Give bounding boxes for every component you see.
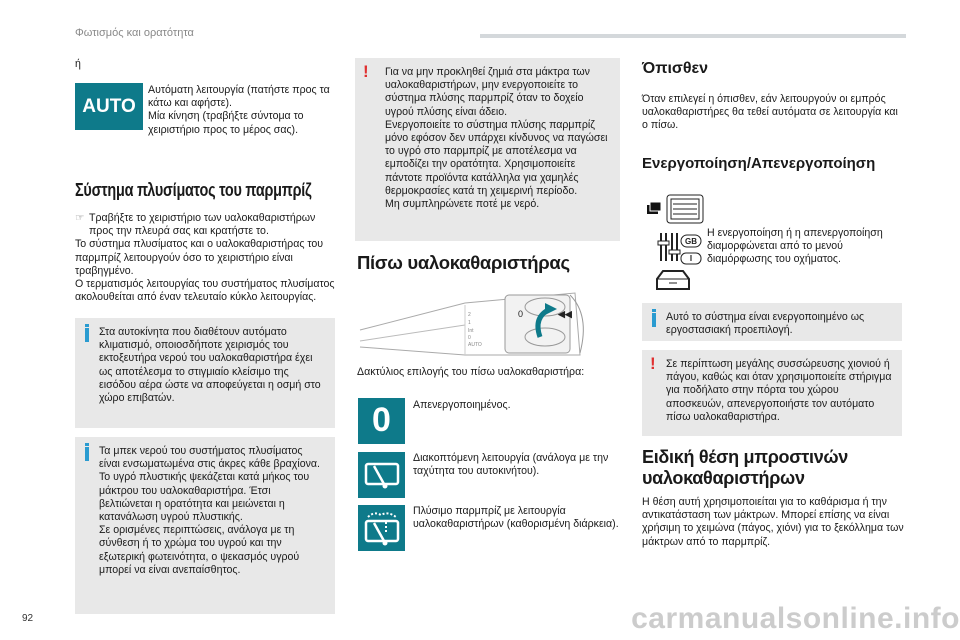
stalk-label: AUTO xyxy=(468,342,482,348)
warning-text: Σε περίπτωση μεγάλης συσσώρευσης χιονιού ή πάγου, καθώς και όταν χρησιμοποιείτε στήριγμα για ποδήλατο στην πόρτα του χώρου αποσκευών, απενεργοποιήστε τον αυτόματο πίσω υαλοκαθαριστήρα. xyxy=(666,358,892,423)
rear-wiper-title: Πίσω υαλοκαθαριστήρας xyxy=(357,252,570,273)
warning-text: Ενεργοποιείτε το σύστημα πλύσης παρμπρίζ μόνο εφόσον δεν υπάρχει κίνδυνος να παγώσει το υγρό στο παρμπρίζ με αποτέλεσμα να εμποδίζει την ορατότητα. Χρησιμοποιείτε πάντοτε προϊόντα κατάλληλα για χαμηλές θερμοκρασίες κατά τη χειμερινή περίοδο. xyxy=(385,118,608,197)
washer-bullet: Τραβήξτε το χειριστήριο των υαλοκαθαριστήρων προς την πλευρά σας και κρατήστε το. xyxy=(89,212,316,238)
warning-icon: ! xyxy=(363,62,369,81)
section-header: Φωτισμός και ορατότητα xyxy=(75,27,194,39)
i-badge: I xyxy=(689,254,693,263)
auto-text: Μία κίνηση (τραβήξτε σύντομα το χειριστήριο προς το μέρος σας). xyxy=(148,110,304,136)
info-text: Τα μπεκ νερού του συστήματος πλυσίματος είναι ενσωματωμένα στις άκρες κάθε βραχίονα. xyxy=(99,445,320,471)
gb-badge: GB xyxy=(685,237,697,246)
wiper-stalk-illustration xyxy=(355,285,620,360)
auto-description xyxy=(148,84,338,137)
auto-text: Αυτόματη λειτουργία (πατήστε προς τα κάτω και αφήστε). xyxy=(148,84,330,110)
washer-body xyxy=(75,212,340,304)
stalk-label: 0 xyxy=(468,335,471,341)
warning-text: Για να μην προκληθεί ζημιά στα μάκτρα των υαλοκαθαριστήρων, μην ενεργοποιείτε το σύστημα πλύσης παρμπρίζ όταν το δοχείο υγρού πλύσης είναι άδειο. xyxy=(385,66,590,118)
auto-icon: AUTO xyxy=(75,83,143,130)
toggle-title: Ενεργοποίηση/Απενεργοποίηση xyxy=(642,155,876,172)
header-bar xyxy=(480,34,906,38)
info-icon xyxy=(85,328,89,342)
info-text: Στα αυτοκίνητα που διαθέτουν αυτόματο κλιματισμό, οποιοσδήποτε χειρισμός του εκτοξευτήρα νερού του υαλοκαθαριστήρα έχει ως αποτέλεσμα το στιγμιαίο κλείσιμο της εισόδου αέρα ώστε να αποφεύγεται η οσμή στο χώρο επιβατών. xyxy=(99,326,321,405)
watermark: carmanualsonline.info xyxy=(631,602,960,635)
config-menu-icons xyxy=(645,193,707,293)
wash-wipe-icon xyxy=(358,505,405,551)
info-text: Αυτό το σύστημα είναι ενεργοποιημένο ως εργοστασιακή προεπιλογή. xyxy=(666,311,865,337)
warning-box xyxy=(642,350,902,436)
info-box xyxy=(642,303,902,341)
stalk-label: 1 xyxy=(468,320,471,326)
stalk-label: 0 xyxy=(518,309,524,319)
hand-pointer-icon: ☞ xyxy=(75,212,85,224)
off-mode-icon: 0 xyxy=(358,398,405,444)
toggle-text: Η ενεργοποίηση ή η απενεργοποίηση διαμορφώνεται από το μενού διαμόρφωσης του οχήματος. xyxy=(707,227,883,266)
special-position-text: Η θέση αυτή χρησιμοποιείται για το καθάρισμα ή την αντικατάσταση των μάκτρων. Μπορεί επίσης να είναι χρήσιμη το χειμώνα (πάγος, χιόνι) για το ξεκόλλημα των μάκτρων από το παρμπρίζ. xyxy=(642,496,904,548)
mode-text: Πλύσιμο παρμπρίζ με λειτουργία υαλοκαθαριστήρων (καθορισμένη διάρκεια). xyxy=(413,505,619,531)
reverse-text: Όταν επιλεγεί η όπισθεν, εάν λειτουργούν οι εμπρός υαλοκαθαριστήρες θα τεθεί αυτόματα σε λειτουργία και ο πίσω. xyxy=(642,93,898,132)
mode-text: Διακοπτόμενη λειτουργία (ανάλογα με την ταχύτητα του αυτοκινήτου). xyxy=(413,452,609,478)
reverse-title: Όπισθεν xyxy=(642,60,708,77)
washer-text: Το σύστημα πλυσίματος και ο υαλοκαθαριστήρας του παρμπρίζ λειτουργούν όσο το χειριστήριο είναι τραβηγμένο. xyxy=(75,238,324,277)
info-text: Το υγρό πλυστικής ψεκάζεται κατά μήκος του μάκτρου του υαλοκαθαριστήρα. Έτσι βελτιώνεται η ορατότητα και μειώνεται η κατανάλωση υγρού πλυστικής. xyxy=(99,471,310,524)
ring-caption: Δακτύλιος επιλογής του πίσω υαλοκαθαριστήρα: xyxy=(357,366,585,378)
stalk-label: 2 xyxy=(468,312,471,318)
stalk-label: Int xyxy=(468,328,474,334)
info-text: Σε ορισμένες περιπτώσεις, ανάλογα με τη σύνθεση ή το χρώμα του υγρού και την εξωτερική φωτεινότητα, ο ψεκασμός υγρού μπορεί να είναι ανεπαίσθητος. xyxy=(99,524,300,576)
info-icon xyxy=(85,447,89,461)
info-box xyxy=(75,318,335,428)
washer-title: Σύστημα πλυσίματος του παρμπρίζ xyxy=(75,179,312,200)
svg-text:◀◀: ◀◀ xyxy=(558,309,572,319)
mode-text: Απενεργοποιημένος. xyxy=(413,399,511,411)
warning-icon: ! xyxy=(650,354,656,373)
warning-text: Μη συμπληρώνετε ποτέ με νερό. xyxy=(385,198,540,211)
special-position-title: Ειδική θέση μπροστινών υαλοκαθαριστήρων xyxy=(642,447,849,488)
washer-text: Ο τερματισμός λειτουργίας του συστήματος πλυσίματος ακολουθείται από έναν τελευταίο κύκλο λειτουργίας. xyxy=(75,278,335,304)
page-number: 92 xyxy=(22,613,34,624)
intermittent-wipe-icon xyxy=(358,452,405,498)
info-icon xyxy=(652,313,656,327)
info-box xyxy=(75,437,335,614)
warning-box xyxy=(355,58,620,241)
or-text: ή xyxy=(75,58,81,70)
